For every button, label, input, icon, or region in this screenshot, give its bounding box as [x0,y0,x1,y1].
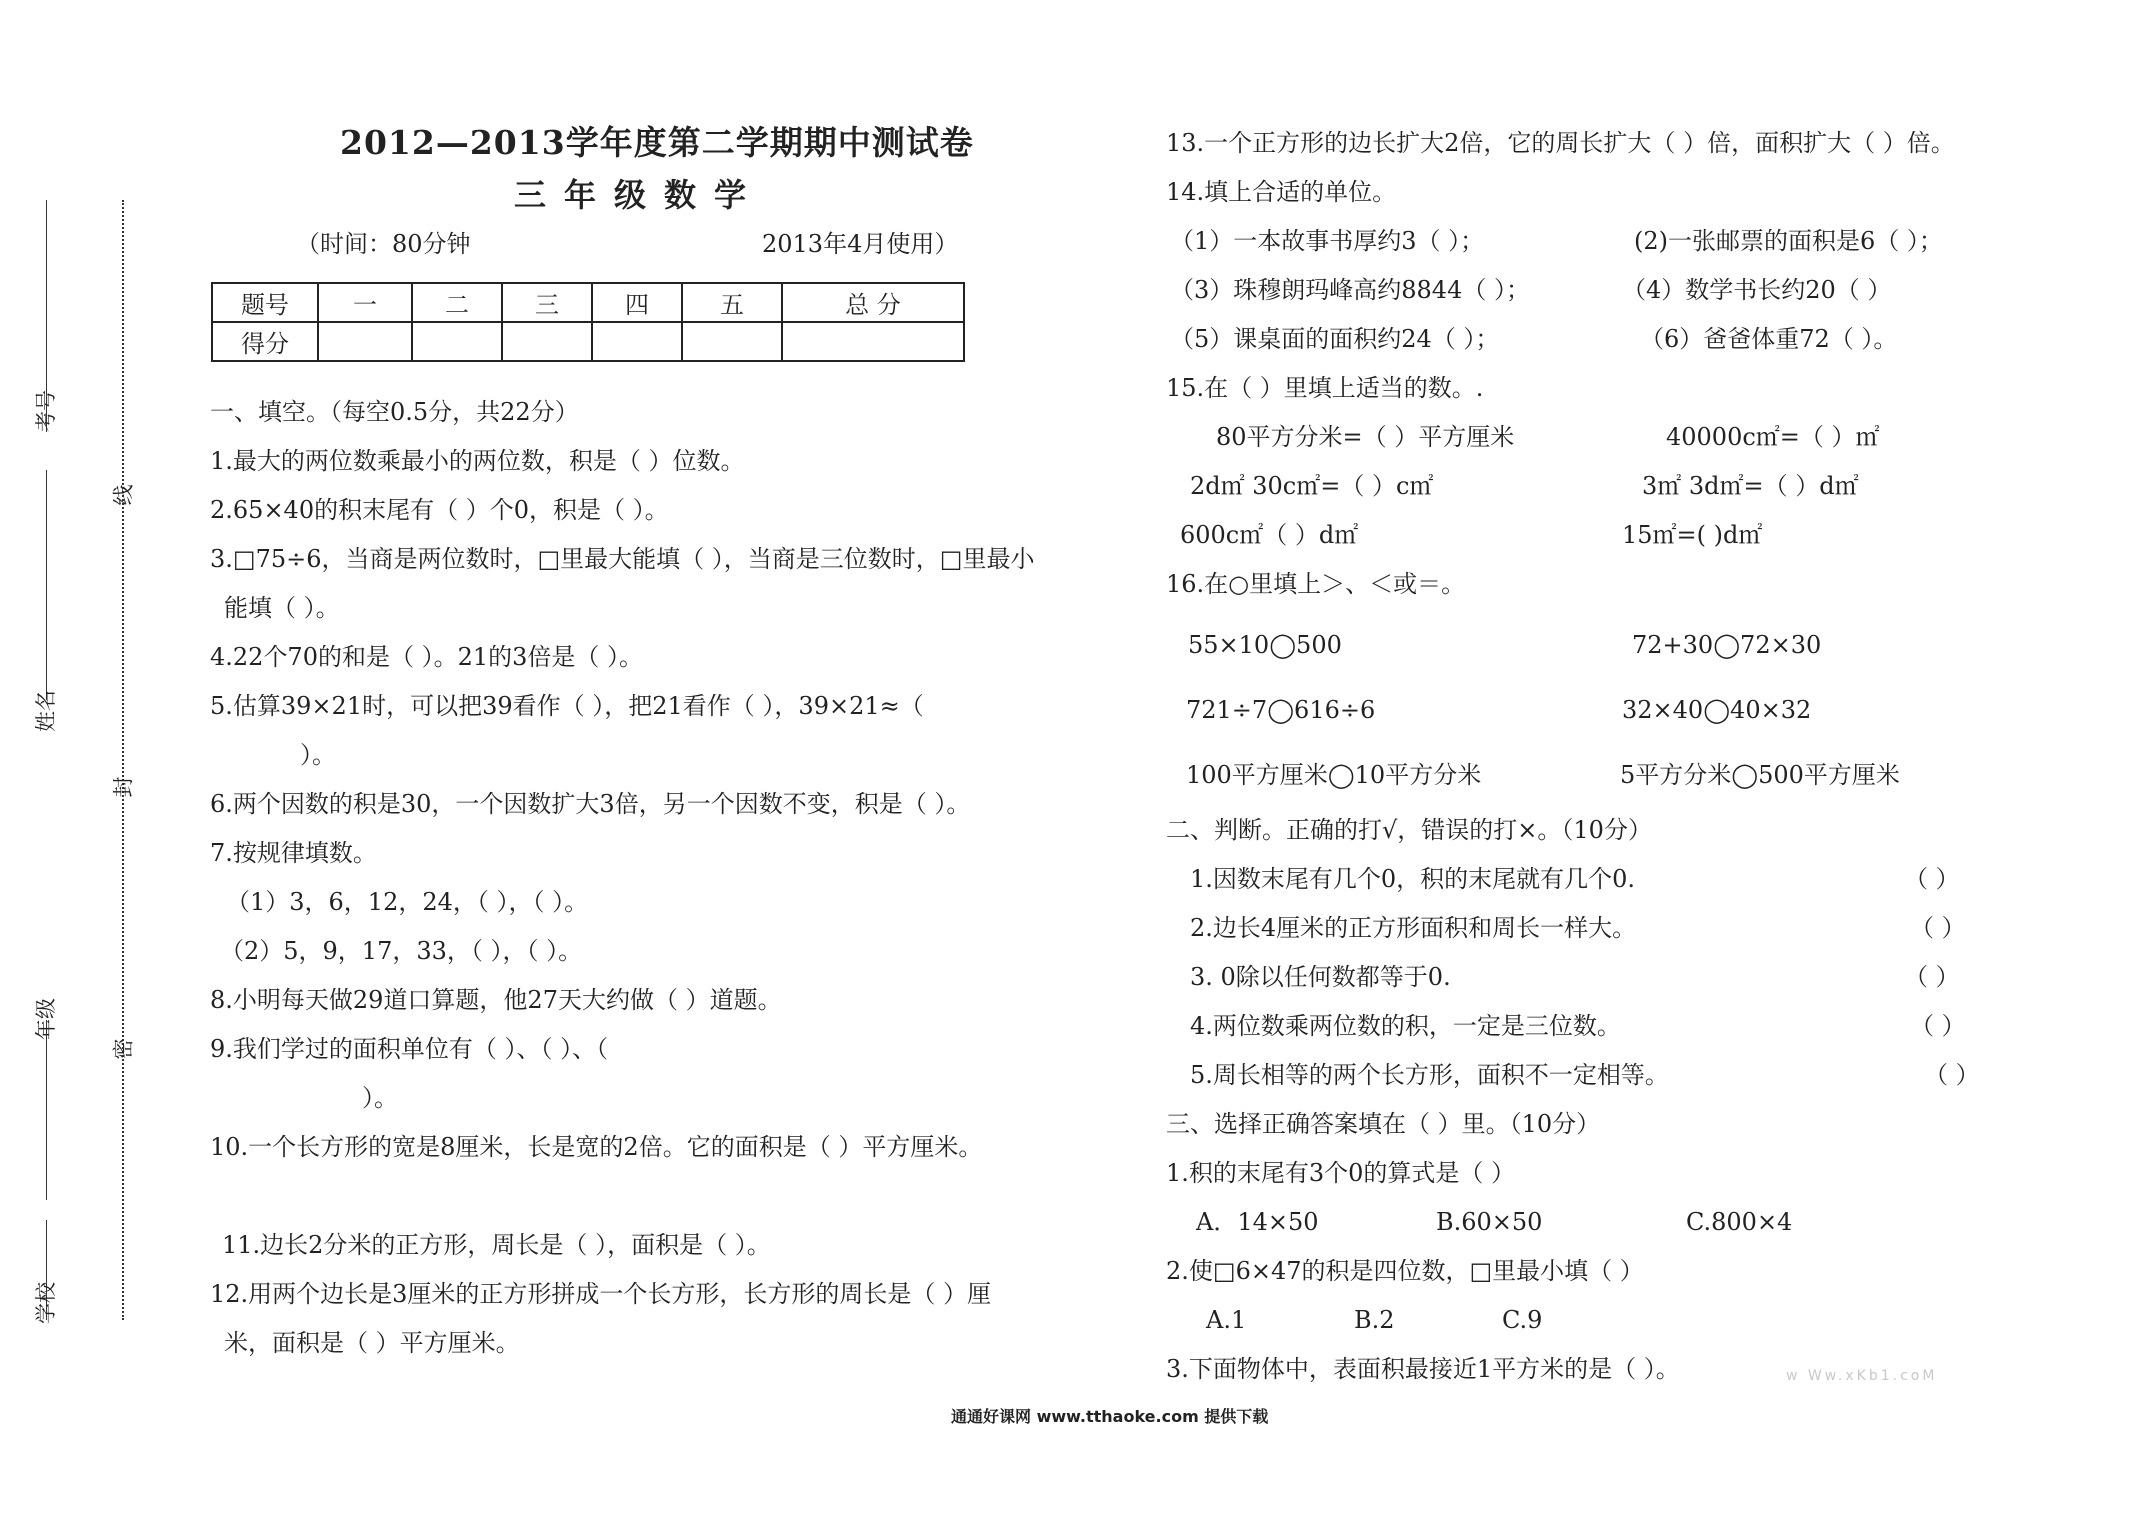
exam-title: 2012—2013学年度第二学期期中测试卷 [340,123,974,162]
question-line: 10.一个长方形的宽是8厘米，长是宽的2倍。它的面积是（ ）平方厘米。 [210,1133,983,1161]
question-line: 2d㎡ 30c㎡=（ ）c㎡ [1190,472,1434,500]
choice-option: B.60×50 [1436,1208,1543,1236]
footer-credit: 通通好课网 www.tthaoke.com 提供下载 [951,1407,1269,1426]
table-cell: 五 [682,283,782,322]
question-line: 15.在（ ）里填上适当的数。. [1166,374,1484,402]
grade-label: 年级 [34,998,58,1040]
question-line: 40000c㎡=（ ）㎡ [1666,423,1880,451]
question-line: 4.22个70的和是（ ）。21的3倍是（ ）。 [210,643,644,671]
question-line: 2.边长4厘米的正方形面积和周长一样大。 [1190,914,1637,942]
question-line: 12.用两个边长是3厘米的正方形拼成一个长方形，长方形的周长是（ ）厘 [210,1280,992,1308]
question-line: 14.填上合适的单位。 [1166,178,1397,206]
binding-dotted-line [122,200,124,1320]
table-cell: 总 分 [782,283,964,322]
question-line: 2.65×40的积末尾有（ ）个0，积是（ ）。 [210,496,669,524]
question-line: ）。 [362,1084,398,1112]
question-line: 8.小明每天做29道口算题，他27天大约做（ ）道题。 [210,986,782,1014]
table-cell: 题号 [212,283,318,322]
question-line: 3.下面物体中，表面积最接近1平方米的是（ ）。 [1166,1355,1680,1383]
question-line: （4）数学书长约20（ ） [1622,276,1892,304]
binding-line-3 [46,1020,47,1200]
answer-blank[interactable]: （ ） [1910,914,1966,942]
question-line: 1.积的末尾有3个0的算式是（ ） [1166,1159,1516,1187]
date-note: 2013年4月使用） [762,230,959,258]
watermark: w Ww.xKb1.coM [1786,1368,1938,1384]
choice-option: A.1 [1206,1306,1247,1334]
exam-number-label: 考号 [34,390,58,432]
question-line: （2）5，9，17，33，（ ），（ ）。 [220,937,583,965]
question-line: 3㎡ 3d㎡=（ ）d㎡ [1642,472,1859,500]
question-line: 5.估算39×21时，可以把39看作（ ），把21看作（ ），39×21≈（ [210,692,924,720]
question-line: 72+30◯72×30 [1632,631,1822,659]
table-cell: 二 [412,283,502,322]
section-heading: 一、填空。（每空0.5分，共22分） [210,398,579,426]
question-line: （6）爸爸体重72（ ）。 [1640,325,1898,353]
score-input-cell[interactable] [318,322,412,361]
section-heading: 二、判断。正确的打√，错误的打×。（10分） [1166,816,1652,844]
seal-mark-mi: 密 [111,1038,136,1060]
question-line: 2.使□6×47的积是四位数，□里最小填（ ） [1166,1257,1644,1285]
time-note: （时间：80分钟 [296,230,471,258]
table-cell: 一 [318,283,412,322]
answer-blank[interactable]: （ ） [1924,1061,1980,1089]
question-line: 100平方厘米◯10平方分米 [1186,761,1482,789]
question-line: 3. 0除以任何数都等于0. [1190,963,1451,991]
question-line: 16.在○里填上＞、＜或＝。 [1166,570,1466,598]
question-line: 11.边长2分米的正方形，周长是（ ），面积是（ ）。 [222,1231,771,1259]
choice-option: A．14×50 [1196,1208,1319,1236]
score-table-header-row [212,283,964,322]
choice-option: C.800×4 [1686,1208,1793,1236]
question-line: 米，面积是（ ）平方厘米。 [224,1329,520,1357]
question-line: （3）珠穆朗玛峰高约8844（ ）； [1170,276,1530,304]
section-heading: 三、选择正确答案填在（ ）里。（10分） [1166,1110,1601,1138]
question-line: 6.两个因数的积是30，一个因数扩大3倍，另一个因数不变，积是（ ）。 [210,790,971,818]
score-input-cell[interactable] [592,322,682,361]
seal-mark-feng: 封 [111,776,136,798]
score-input-cell[interactable] [682,322,782,361]
question-line: （1）一本故事书厚约3（ ）； [1170,227,1485,255]
score-table [211,282,965,362]
question-line: （5）课桌面的面积约24（ ）； [1170,325,1500,353]
choice-option: C.9 [1502,1306,1543,1334]
question-line: 1.因数末尾有几个0，积的末尾就有几个0. [1190,865,1636,893]
answer-blank[interactable]: （ ） [1904,865,1960,893]
binding-line-2 [46,470,47,700]
question-line: 1.最大的两位数乘最小的两位数，积是（ ）位数。 [210,447,745,475]
score-input-cell[interactable] [412,322,502,361]
question-line: 9.我们学过的面积单位有（ ）、（ ）、（ [210,1035,609,1063]
score-input-cell[interactable] [782,322,964,361]
question-line: 5.周长相等的两个长方形，面积不一定相等。 [1190,1061,1669,1089]
question-line: 4.两位数乘两位数的积，一定是三位数。 [1190,1012,1621,1040]
question-line: ）。 [300,741,336,769]
question-line: （1）3，6，12，24，（ ），（ ）。 [226,888,589,916]
question-line: 80平方分米=（ ）平方厘米 [1216,423,1515,451]
question-line: 32×40◯40×32 [1622,696,1812,724]
question-line: 15㎡=( )d㎡ [1622,521,1763,549]
score-table-score-row [212,322,964,361]
question-line: (2)一张邮票的面积是6（ ）； [1634,227,1943,255]
question-line: 5平方分米◯500平方厘米 [1620,761,1900,789]
name-label: 姓名 [34,690,58,732]
question-line: 能填（ ）。 [224,594,340,622]
answer-blank[interactable]: （ ） [1904,963,1960,991]
table-cell: 得分 [212,322,318,361]
table-cell: 三 [502,283,592,322]
school-label: 学校 [34,1282,58,1324]
question-line: 600c㎡（ ）d㎡ [1180,521,1359,549]
table-cell: 四 [592,283,682,322]
question-line: 55×10◯500 [1188,631,1342,659]
choice-option: B.2 [1354,1306,1395,1334]
question-line: 7.按规律填数。 [210,839,377,867]
exam-subtitle: 三年级数学 [514,176,765,214]
answer-blank[interactable]: （ ） [1910,1012,1966,1040]
question-line: 3.□75÷6，当商是两位数时，□里最大能填（ ），当商是三位数时，□里最小 [210,545,1035,573]
score-input-cell[interactable] [502,322,592,361]
question-line: 721÷7◯616÷6 [1186,696,1376,724]
question-line: 13.一个正方形的边长扩大2倍，它的周长扩大（ ）倍，面积扩大（ ）倍。 [1166,129,1955,157]
seal-mark-xian: 线 [111,484,136,506]
